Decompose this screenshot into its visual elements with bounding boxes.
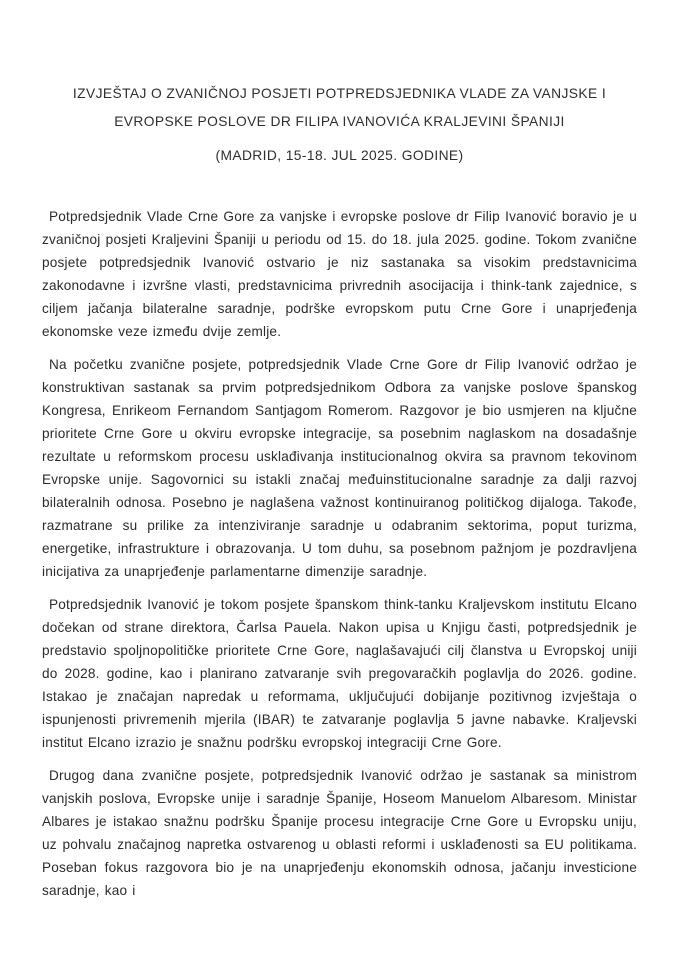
document-body [42, 205, 637, 902]
paragraph-4: Drugog dana zvanične posjete, potpredsjednik Ivanović održao je sastanak sa ministrom vanjskih poslova, Evropske unije i saradnje Španije, Hoseom Manuelom Albaresom. Ministar Albares je istakao snažnu podršku Španije procesu integracije Crne Gore u Evropsku uniju, uz pohvalu značajnog napretka ostvarenog u oblasti reformi i usklađenosti sa EU politikama. Poseban fokus razgovora bio je na unaprjeđenju ekonomskih odnosa, jačanju investicione saradnje, kao i [42, 768, 637, 898]
paragraph-2: Na početku zvanične posjete, potpredsjednik Vlade Crne Gore dr Filip Ivanović održao je konstruktivan sastanak sa prvim potpredsjednikom Odbora za vanjske poslove španskog Kongresa, Enrikeom Fernandom Santjagom Romerom. Razgovor je bio usmjeren na ključne prioritete Crne Gore u okviru evropske integracije, sa posebnim naglaskom na dosadašnje rezultate u reformskom procesu usklađivanja institucionalnog okvira sa pravnom tekovinom Evropske unije. Sagovornici su istakli značaj međuinstitucionalne saradnje za dalji razvoj bilateralnih odnosa. Posebno je naglašena važnost kontinuiranog političkog dijaloga. Takođe, razmatrane su prilike za intenziviranje saradnje u odabranim sektorima, poput turizma, energetike, infrastrukture i obrazovanja. U tom duhu, sa posebnom pažnjom je pozdravljena inicijativa za unaprjeđenje parlamentarne dimenzije saradnje. [42, 357, 637, 579]
paragraph-3: Potpredsjednik Ivanović je tokom posjete španskom think-tanku Kraljevskom institutu Elcano dočekan od strane direktora, Čarlsa Pauela. Nakon upisa u Knjigu časti, potpredsjednik je predstavio spoljnopolitičke prioritete Crne Gore, naglašavajući cilj članstva u Evropskoj uniji do 2028. godine, kao i planirano zatvaranje svih pregovaračkih poglavlja do 2026. godine. Istakao je značajan napredak u reformama, uključujući dobijanje pozitivnog izvještaja o ispunjenosti privremenih mjerila (IBAR) te zatvaranje poglavlja 5 javne nabavke. Kraljevski institut Elcano izrazio je snažnu podršku evropskoj integraciji Crne Gore. [42, 597, 637, 750]
document-title: IZVJEŠTAJ O ZVANIČNOJ POSJETI POTPREDSJEDNIKA VLADE ZA VANJSKE I EVROPSKE POSLOVE DR FILIPA IVANOVIĆA KRALJEVINI ŠPANIJI [72, 86, 607, 129]
paragraph-1: Potpredsjednik Vlade Crne Gore za vanjske i evropske poslove dr Filip Ivanović boravio je u zvaničnoj posjeti Kraljevini Španiji u periodu od 15. do 18. jula 2025. godine. Tokom zvanične posjete potpredsjednik Ivanović ostvario je niz sastanaka sa visokim predstavnicima zakonodavne i izvršne vlasti, predstavnicima privrednih asocijacija i think-tank zajednice, s ciljem jačanja bilateralne saradnje, podrške evropskom putu Crne Gore i unaprjeđenja ekonomske veze između dvije zemlje. [42, 209, 637, 339]
document-subtitle: (MADRID, 15-18. JUL 2025. GODINE) [215, 148, 464, 163]
